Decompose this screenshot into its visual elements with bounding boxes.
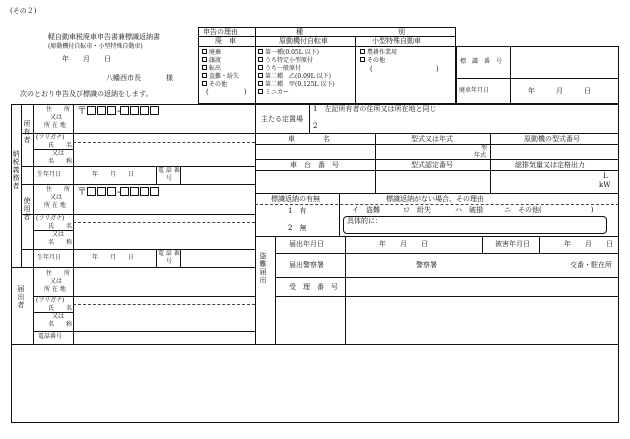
user-phone-label-2: 号: [166, 258, 173, 265]
checkbox-icon[interactable]: [360, 57, 365, 62]
filer-name-or: 又は: [52, 313, 65, 320]
checkbox-icon[interactable]: [202, 49, 207, 54]
postal-digit-box[interactable]: [87, 106, 96, 115]
checkbox-icon[interactable]: [202, 81, 207, 86]
checkbox-icon[interactable]: [258, 49, 263, 54]
postal-digit-box[interactable]: [97, 106, 106, 115]
owner-name-label: 氏 名: [48, 142, 73, 149]
theft-report-label: 盗難届出: [259, 252, 267, 284]
haisha-date-value: 年 月 日: [528, 87, 591, 95]
koban-value: 交番・駐在所: [570, 261, 612, 269]
col-kogata: 小型特殊自動車: [372, 37, 421, 45]
owner-name-or: 又は: [52, 150, 65, 157]
gendouki-option-4[interactable]: 第二種 乙(0.09L 以下): [258, 73, 331, 80]
checkbox-icon[interactable]: [258, 73, 263, 78]
no-return-reason-theft[interactable]: イ 盗難: [352, 206, 380, 214]
reason-other-close: ): [244, 88, 247, 96]
request-text: 次のとおり申告及び標識の返納をします。: [20, 90, 153, 98]
reason-option-3[interactable]: 転出: [202, 65, 221, 72]
filer-phone-label: 電話番号: [38, 333, 63, 340]
filer-name-label: 氏 名: [48, 305, 73, 312]
storage-option-1[interactable]: 1 左記所有者の住所又は所在地と同じ: [313, 105, 437, 113]
owner-phone-label: 電 話 番: [158, 167, 180, 174]
taxpayer-group-label: 納税義務者: [12, 150, 20, 190]
checkbox-icon[interactable]: [258, 65, 263, 70]
vehicle-model-label: 型式又は年式: [411, 135, 453, 143]
kogata-other-open: (: [370, 65, 373, 73]
kogata-other-close: ): [436, 65, 439, 73]
owner-phone-label-2: 号: [166, 175, 173, 182]
report-date-value: 年 月 日: [379, 240, 428, 248]
owner-name-title: 名 称: [48, 158, 73, 165]
user-address-label: 住 所: [46, 186, 71, 193]
owner-address-or: 又は: [50, 114, 63, 121]
checkbox-icon[interactable]: [258, 57, 263, 62]
report-date-label: 届出年月日: [289, 240, 324, 248]
postal-digit-box[interactable]: [120, 106, 129, 115]
filer-furigana-label: (フリガナ): [36, 297, 65, 304]
checkbox-icon[interactable]: [258, 81, 263, 86]
reason-option-2[interactable]: 譲渡: [202, 57, 221, 64]
postal-mark: 〒: [77, 187, 87, 198]
user-postal-code[interactable]: [77, 187, 160, 198]
storage-label: 主たる定置場: [261, 115, 303, 123]
gendouki-option-5[interactable]: 第二種 甲(0.125L 以下): [258, 81, 335, 88]
checkbox-icon[interactable]: [202, 65, 207, 70]
gendouki-option-1[interactable]: 第一種(0.05L 以下): [258, 49, 319, 56]
honorific: 様: [166, 74, 173, 82]
col-haisha: 廃 車: [215, 37, 236, 45]
gendouki-option-6[interactable]: ミニカー: [258, 89, 289, 96]
postal-digit-box[interactable]: [107, 106, 116, 115]
reason-other-open: (: [206, 88, 209, 96]
cert-number-label: 型式認定番号: [411, 161, 453, 169]
postal-digit-box[interactable]: [130, 187, 139, 196]
postal-digit-box[interactable]: [97, 187, 106, 196]
reason-option-1[interactable]: 廃棄: [202, 49, 221, 56]
no-return-reason-header: 標識返納がない場合、その理由: [386, 195, 484, 203]
checkbox-icon[interactable]: [202, 57, 207, 62]
header-reason: 申告の理由: [203, 28, 238, 36]
postal-mark: 〒: [77, 106, 87, 117]
postal-digit-box[interactable]: [120, 187, 129, 196]
owner-birth-value: 年 月 日: [92, 171, 135, 178]
reason-option-5[interactable]: その他: [202, 81, 227, 88]
plate-number-field[interactable]: [511, 47, 618, 77]
plate-return-label: 標識返納の有無: [271, 195, 320, 203]
postal-digit-box[interactable]: [150, 187, 159, 196]
checkbox-icon[interactable]: [202, 73, 207, 78]
filer-name-title: 名 称: [48, 321, 73, 328]
checkbox-icon[interactable]: [258, 89, 263, 94]
form-date: 年 月 日: [62, 55, 111, 63]
user-address-place: 所 在 地: [44, 202, 66, 209]
postal-sep: -: [117, 187, 121, 198]
col-gendouki: 原動機付自転車: [279, 37, 328, 45]
owner-address-place: 所 在 地: [44, 122, 66, 129]
owner-furigana-label: (フリガナ): [36, 134, 65, 141]
form-title: 軽自動車税廃車申告書兼標識返納書: [48, 33, 160, 41]
reason-detail-label: 具体的に：: [347, 217, 382, 225]
plate-number-label: 標 識 番 号: [460, 58, 503, 65]
filer-address-place: 所 在 地: [44, 286, 66, 293]
model-unit-type: 型: [481, 145, 488, 152]
user-address-or: 又は: [50, 194, 63, 201]
postal-digit-box[interactable]: [87, 187, 96, 196]
police-value: 警察署: [416, 261, 437, 269]
form-subtitle: (原動機付自転車・小型特殊自動車): [48, 43, 143, 50]
addressee: 八幡西市長: [106, 74, 141, 82]
filer-address-label: 住 所: [46, 270, 71, 277]
user-furigana-label: (フリガナ): [36, 215, 65, 222]
owner-label: 所有者: [23, 120, 31, 144]
no-return-reason-damaged[interactable]: ハ 破損: [455, 206, 483, 214]
header-type-2: 別: [398, 28, 405, 36]
postal-digit-box[interactable]: [150, 106, 159, 115]
user-birth-value: 年 月 日: [92, 254, 135, 261]
no-return-reason-other[interactable]: ニ その他( ): [504, 206, 594, 214]
return-option-yes[interactable]: 1 有: [288, 207, 307, 215]
postal-sep: -: [117, 106, 121, 117]
kogata-option-1[interactable]: 農耕作業用: [360, 49, 397, 56]
no-return-reason-lost[interactable]: ロ 紛失: [403, 206, 431, 214]
header-type: 種: [296, 28, 303, 36]
return-option-no[interactable]: 2 無: [288, 224, 307, 232]
filer-address-or: 又は: [50, 278, 63, 285]
postal-digit-box[interactable]: [107, 187, 116, 196]
model-unit-year: 年式: [474, 152, 487, 159]
user-birth-label: 生年月日: [37, 254, 62, 261]
postal-digit-box[interactable]: [130, 106, 139, 115]
unit-liter: L: [603, 172, 608, 180]
owner-postal-code[interactable]: [77, 106, 160, 117]
checkbox-icon[interactable]: [360, 49, 365, 54]
filer-label: 届出者: [17, 285, 25, 309]
postal-digit-box[interactable]: [140, 187, 149, 196]
user-phone-label: 電 話 番: [158, 250, 180, 257]
user-name-or: 又は: [52, 231, 65, 238]
haisha-date-label: 廃車年月日: [459, 87, 490, 94]
damage-date-label: 被害年月日: [495, 240, 530, 248]
gendouki-option-3[interactable]: うち一般原付: [258, 65, 301, 72]
user-name-label: 氏 名: [48, 223, 73, 230]
unit-kw: kW: [599, 181, 611, 189]
engine-model-label: 原動機の型式番号: [524, 135, 580, 143]
chassis-label: 車 台 番 号: [290, 161, 339, 169]
reason-option-4[interactable]: 盗難・紛失: [202, 73, 239, 80]
user-label: 使用者: [23, 197, 31, 221]
storage-option-2[interactable]: 2: [313, 122, 318, 130]
owner-address-label: 住 所: [46, 106, 71, 113]
reason-detail-bracket[interactable]: [343, 216, 607, 234]
receipt-number-label: 受 理 番 号: [289, 283, 338, 291]
vehicle-maker-label: 車 名: [288, 135, 330, 143]
damage-date-value: 年 月 日: [564, 240, 613, 248]
displacement-label: 総排気量又は定格出力: [515, 161, 585, 169]
owner-birth-label: 生年月日: [37, 171, 62, 178]
page-label: (その２): [10, 7, 37, 15]
gendouki-option-2[interactable]: うち特定小型原付: [258, 57, 313, 64]
postal-digit-box[interactable]: [140, 106, 149, 115]
user-name-title: 名 称: [48, 239, 73, 246]
police-label: 届出警察署: [289, 261, 324, 269]
kogata-option-2[interactable]: その他: [360, 57, 385, 64]
